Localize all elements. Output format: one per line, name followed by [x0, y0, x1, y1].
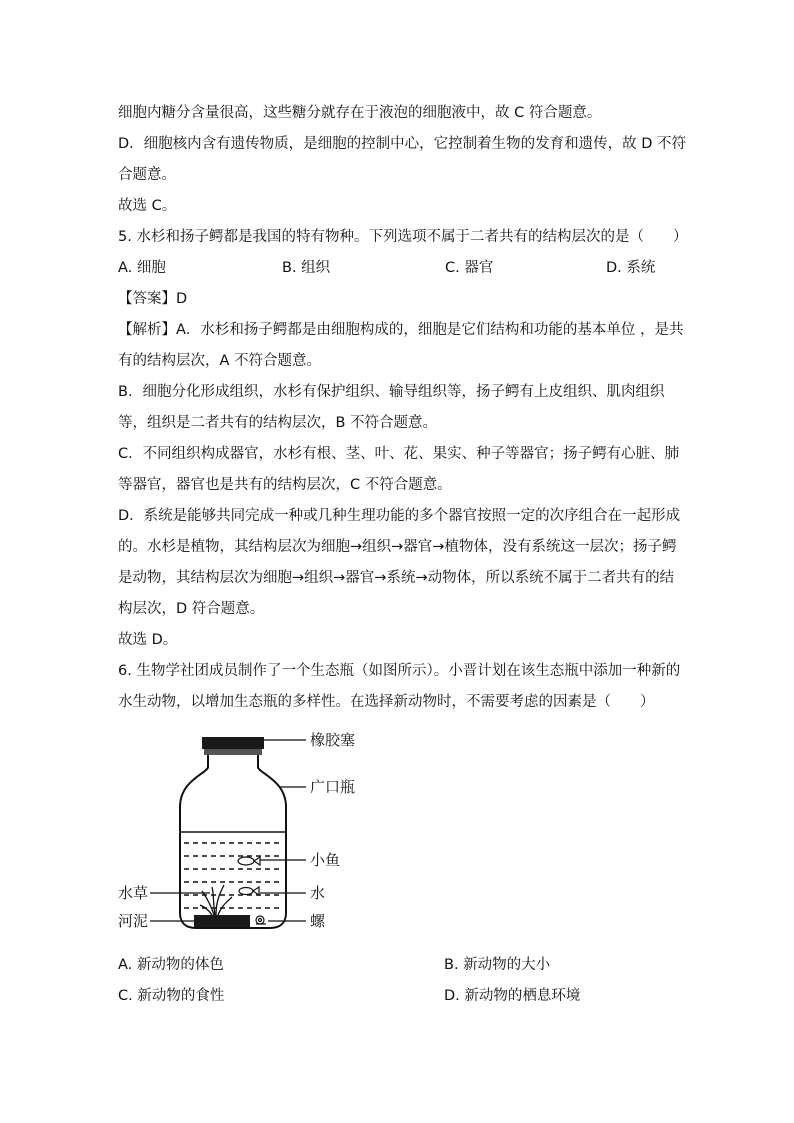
text-line: D．细胞核内含有遗传物质，是细胞的控制中心，它控制着生物的发育和遗传，故 D 不符 — [118, 136, 687, 152]
text-line: 细胞内糖分含量很高，这些糖分就存在于液泡的细胞液中，故 C 符合题意。 — [118, 105, 602, 121]
q6-option-b: B. 新动物的大小 — [444, 957, 551, 973]
label-plant: 水草 — [118, 884, 149, 902]
question-5-stem: 5. 水杉和扬子鳄都是我国的特有物种。下列选项不属于二者共有的结构层次的是（ ） — [118, 229, 688, 245]
q5-option-b: B. 组织 — [282, 260, 331, 276]
question-6-stem: 6. 生物学社团成员制作了一个生态瓶（如图所示）。小晋计划在该生态瓶中添加一种新的 — [118, 663, 681, 679]
analysis-line: 【解析】A．水杉和扬子鳄都是由细胞构成的，细胞是它们结构和功能的基本单位 ，是共 — [118, 322, 684, 338]
label-snail: 螺 — [310, 912, 326, 930]
leader-lines — [150, 740, 306, 921]
q5-option-c: C. 器官 — [445, 260, 494, 276]
q6-option-a: A. 新动物的体色 — [118, 957, 224, 973]
answer-line: 【答案】D — [118, 291, 188, 307]
text-line: 构层次，D 符合题意。 — [118, 601, 265, 617]
label-fish: 小鱼 — [310, 851, 341, 869]
q6-option-c: C. 新动物的食性 — [118, 988, 225, 1004]
jar-outline — [180, 755, 286, 928]
text-line: 的。水杉是植物，其结构层次为细胞→组织→器官→植物体，没有系统这一层次；扬子鳄 — [118, 539, 677, 555]
q6-option-d: D. 新动物的栖息环境 — [444, 988, 581, 1004]
text-line: 故选 C。 — [118, 198, 177, 214]
label-stopper: 橡胶塞 — [310, 731, 356, 749]
text-line: 等，组织是二者共有的结构层次，B 不符合题意。 — [118, 415, 438, 431]
text-line: 是动物，其结构层次为细胞→组织→器官→系统→动物体，所以系统不属于二者共有的结 — [118, 570, 675, 586]
text-line: B．细胞分化形成组织，水杉有保护组织、输导组织等，扬子鳄有上皮组织、肌肉组织 — [118, 384, 665, 400]
water-plant-icon — [200, 885, 232, 915]
text-line: 有的结构层次，A 不符合题意。 — [118, 353, 322, 369]
text-line: 故选 D。 — [118, 632, 178, 648]
text-line: 水生动物，以增加生态瓶的多样性。在选择新动物时，不需要考虑的因素是（ ） — [118, 694, 655, 710]
snail-icon — [256, 916, 266, 924]
q5-option-a: A. 细胞 — [118, 260, 166, 276]
text-line: D．系统是能够共同完成一种或几种生理功能的多个器官按照一定的次序组合在一起形成 — [118, 508, 681, 524]
fish-icon — [238, 857, 260, 895]
ecosystem-bottle-diagram — [110, 725, 410, 945]
label-jar: 广口瓶 — [310, 778, 356, 796]
rubber-stopper-rim — [204, 749, 262, 755]
label-water: 水 — [310, 884, 326, 902]
label-mud: 河泥 — [118, 912, 149, 930]
text-line: C．不同组织构成器官，水杉有根、茎、叶、花、果实、种子等器官；扬子鳄有心脏、肺 — [118, 446, 680, 462]
rubber-stopper-icon — [202, 737, 264, 749]
q5-option-d: D. 系统 — [606, 260, 656, 276]
text-line: 合题意。 — [118, 167, 176, 183]
text-line: 等器官，器官也是共有的结构层次，C 不符合题意。 — [118, 477, 452, 493]
water-lines — [184, 843, 282, 908]
river-mud-icon — [194, 915, 250, 927]
